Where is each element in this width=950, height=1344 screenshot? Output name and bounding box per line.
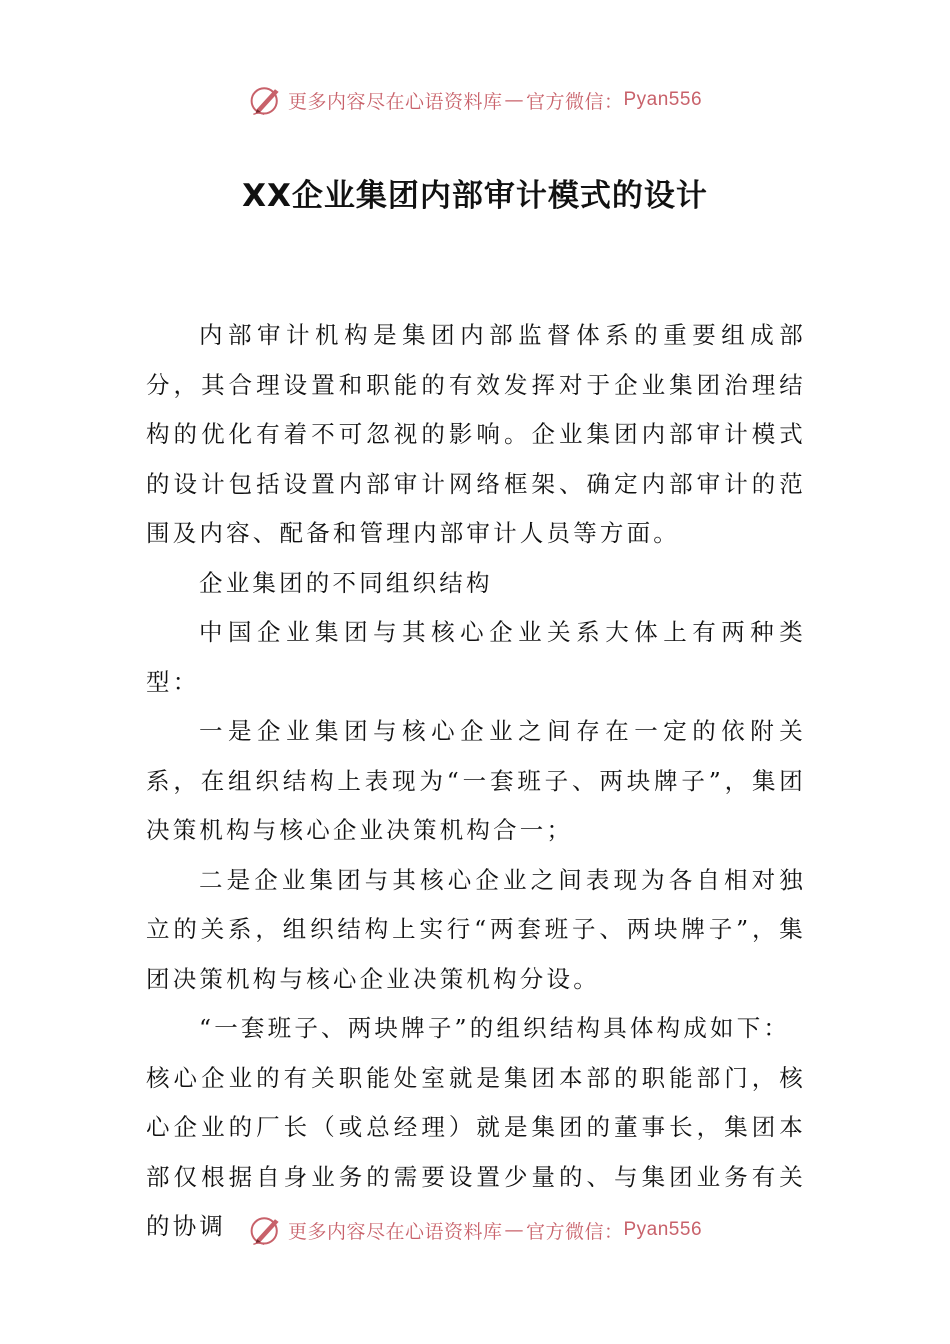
paragraph: 中国企业集团与其核心企业关系大体上有两种类型： (146, 618, 806, 696)
paragraph: 核心企业的有关职能处室就是集团本部的职能部门，核心企业的厂长（或总经理）就是集团的董事长，集团本部仅根据自身业务的需要设置少量的、与集团业务有关的协调 (146, 1063, 806, 1240)
footer-watermark (0, 1208, 950, 1252)
watermark-label: 官方微信： (525, 1220, 624, 1243)
document-body (146, 311, 806, 1252)
watermark-wechat-id: Pyan556 (623, 89, 703, 110)
watermark-label: 官方微信： (525, 90, 624, 113)
paragraph: 一是企业集团与核心企业之间存在一定的依附关系，在组织结构上表现为“一套班子、两块牌子”，集团决策机构与核心企业决策机构合一； (146, 717, 806, 844)
paragraph: “一套班子、两块牌子”的组织结构具体构成如下： (199, 1014, 791, 1042)
header-watermark (0, 78, 950, 122)
paragraph: 企业集团的不同组织结构 (199, 568, 493, 597)
paragraph: 内部审计机构是集团内部监督体系的重要组成部分，其合理设置和职能的有效发挥对于企业集团治理结构的优化有着不可忽视的影响。企业集团内部审计模式的设计包括设置内部审计网络框架、确定内部审计的范围及内容、配备和管理内部审计人员等方面。 (146, 321, 806, 547)
watermark-wechat-id: Pyan556 (623, 1219, 703, 1240)
document-title: XX企业集团内部审计模式的设计 (242, 178, 708, 214)
pen-logo-icon (248, 82, 284, 118)
watermark-dash: — (504, 89, 524, 111)
watermark-brand: 更多内容尽在心语资料库 (287, 90, 503, 113)
pen-logo-icon (248, 1212, 284, 1248)
watermark-dash: — (504, 1219, 524, 1241)
watermark-brand: 更多内容尽在心语资料库 (287, 1220, 503, 1243)
paragraph: 二是企业集团与其核心企业之间表现为各自相对独立的关系，组织结构上实行“两套班子、两块牌子”，集团决策机构与核心企业决策机构分设。 (146, 865, 806, 993)
